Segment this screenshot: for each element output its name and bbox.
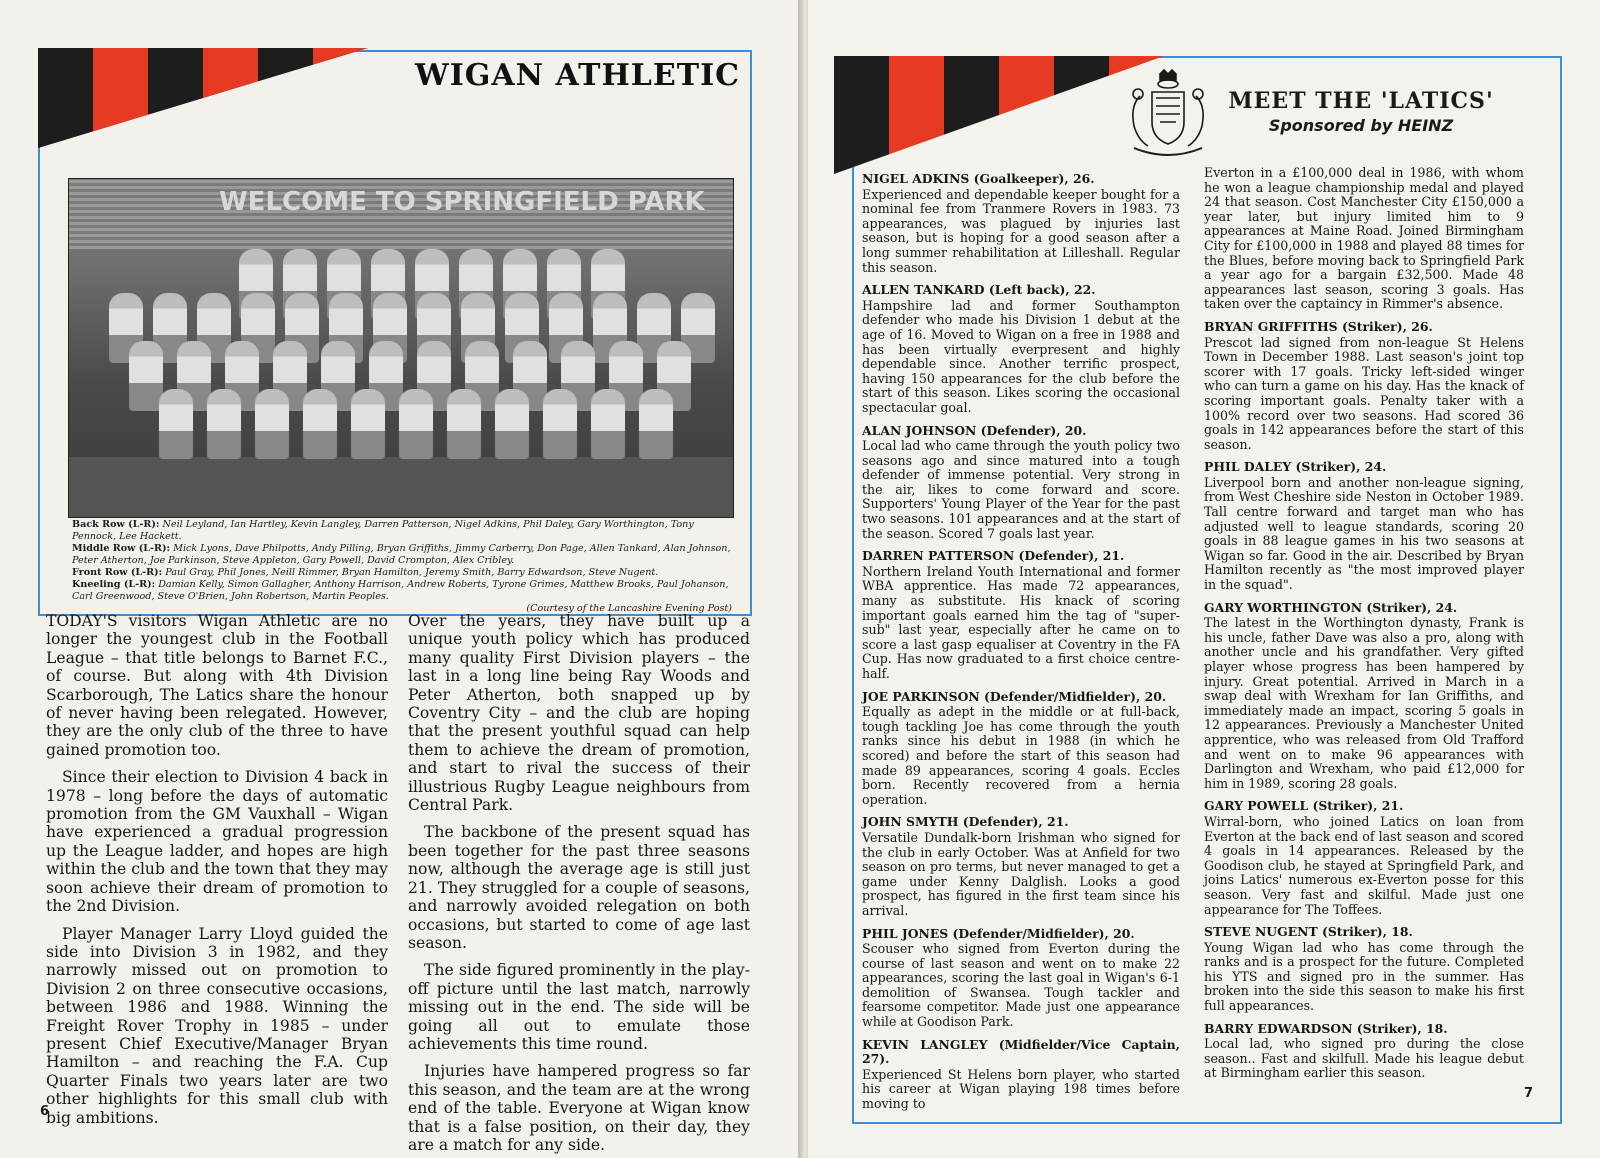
player-text: Hampshire lad and former Southampton defender who made his Division 1 debut at the age of 16. Moved to Wigan on a free in 1988 and has been virtually everpresent and highly dependable since. Another terrific prospect, having 150 appearances for the club before the start of this season. Likes scoring the occasional spectacular goal. bbox=[862, 297, 1180, 415]
paragraph: Player Manager Larry Lloyd guided the side into Division 3 in 1982, and they narrowly missed out on promotion to Division 2 on three consecutive occasions, between 1986 and 1988. Winning the Freight Rover Trophy in 1985 – under present Chief Executive/Manager Bryan Hamilton – and reaching the F.A. Cup Quarter Finals two years later are two other highlights for this small club with big ambitions. bbox=[46, 924, 388, 1127]
player-figure bbox=[495, 389, 529, 459]
player-bio bbox=[1204, 460, 1524, 592]
player-text: Northern Ireland Youth International and former WBA apprentice. Has made 72 appearances, many as substitute. His knack of scoring important goals earned him the tag of "super-sub" last year, especially after he came on to score a last gasp equaliser at Coventry in the FA Cup. Has now graduated to a first choice centre-half. bbox=[862, 563, 1180, 681]
paragraph: The side figured prominently in the play-off picture until the last match, narrowly missing out in the end. The side will be going all out to emulate those achievements this time round. bbox=[408, 961, 750, 1053]
player-text: Versatile Dundalk-born Irishman who signed for the club in early October. Was at Anfield for two season on pro terms, but never managed to get a game under Kenny Dalglish. Looks a good prospect, has figured in the first team since his arrival. bbox=[862, 829, 1180, 918]
bios-title: MEET THE 'LATICS' bbox=[1228, 88, 1494, 114]
page-number: 7 bbox=[1524, 1086, 1534, 1101]
article-column-2 bbox=[408, 612, 750, 1158]
article-title: WIGAN ATHLETIC bbox=[415, 58, 740, 93]
player-figure bbox=[255, 389, 289, 459]
player-text: Wirral-born, who joined Latics on loan from Everton at the back end of last season and scored 4 goals in 14 appearances. Released by the Goodison club, he stayed at Springfield Park, and joins Latics' numerous ex-Everton posse for this season. Very fast and skilful. Made just one appearance for The Toffees. bbox=[1204, 813, 1524, 917]
player-name: KEVIN LANGLEY (Midfielder/Vice Captain, 27). bbox=[862, 1036, 1180, 1067]
player-text: Prescot lad signed from non-league St Helens Town in December 1988. Last season's joint top scorer with 17 goals. Tricky left-sided winger who can turn a game on his day. Has the knack of scoring important goals. Penalty taker with a 100% record over two seasons. Had scored 36 goals in 142 appearances before the start of this season. bbox=[1204, 334, 1524, 452]
photo-credit: (Courtesy of the Lancashire Evening Post) bbox=[526, 603, 732, 614]
player-text: Scouser who signed from Everton during the course of last season and went on to make 22 appearances, scoring the last goal in Wigan's 6-1 demolition of Swansea. Tough tackler and fearsome competitor. Made just one appearance while at Goodison Park. bbox=[862, 941, 1180, 1030]
player-name: ALLEN TANKARD (Left back), 22. bbox=[862, 282, 1096, 298]
player-text: The latest in the Worthington dynasty, Frank is his uncle, father Dave was also a pro, along with another uncle and his grandfather. Very gifted player whose progress has been hampered by injury. Great potential. Arrived in March in a swap deal with Wrexham for Ian Griffiths, and immediately made an impact, scoring 5 goals in 12 appearances. Previously a Manchester United apprentice, who was released from Old Trafford and went on to make 96 appearances with Darlington and Wrexham, who paid £12,000 for him in 1989, scoring 28 goals. bbox=[1204, 615, 1524, 791]
player-bio bbox=[1204, 320, 1524, 452]
player-name: BRYAN GRIFFITHS (Striker), 26. bbox=[1204, 318, 1433, 334]
player-text: Equally as adept in the middle or at full-back, tough tackling Joe has come through the youth ranks since his debut in 1988 (in which he scored) and before the start of this season had made 89 appearances, scoring 4 goals. Eccles born. Recently recovered from a hernia operation. bbox=[862, 704, 1180, 807]
player-bio-continued bbox=[1204, 166, 1524, 312]
player-figure bbox=[303, 389, 337, 459]
paragraph: The backbone of the present squad has been together for the past three seasons now, although the average age is still just 21. They struggled for a couple of seasons, and narrowly avoided relegation on both occasions, but started to come of age last season. bbox=[408, 823, 750, 952]
paragraph: Since their election to Division 4 back in 1978 – long before the days of automatic promotion from the GM Vauxhall – Wigan have experienced a gradual progression up the League ladder, and hopes are high within the club and the town that they may soon achieve their dream of promotion to the 2nd Division. bbox=[46, 768, 388, 916]
player-bio bbox=[862, 283, 1180, 415]
bios-subtitle: Sponsored by HEINZ bbox=[1268, 116, 1454, 135]
player-bio bbox=[862, 1038, 1180, 1112]
player-bio bbox=[1204, 1022, 1524, 1081]
player-figure bbox=[447, 389, 481, 459]
player-text: Everton in a £100,000 deal in 1986, with whom he won a league championship medal and played 24 that season. Cost Manchester City £150,000 a year later, but injury limited him to 9 appearances at Maine Road. Joined Birmingham City for £100,000 in 1988 and played 88 times for the Blues, before moving back to Springfield Park a year ago for a bargain £32,500. Made 48 appearances last season, scoring 3 goals. Has taken over the captaincy in Rimmer's absence. bbox=[1204, 165, 1524, 312]
coat-of-arms-icon bbox=[1120, 68, 1216, 160]
player-name: STEVE NUGENT (Striker), 18. bbox=[1204, 924, 1413, 940]
page-number: 6 bbox=[40, 1104, 50, 1119]
bios-column-2 bbox=[1204, 166, 1524, 1089]
player-bio bbox=[862, 424, 1180, 542]
player-name: DARREN PATTERSON (Defender), 21. bbox=[862, 548, 1125, 564]
bios-column-1 bbox=[862, 172, 1180, 1120]
player-name: GARY WORTHINGTON (Striker), 24. bbox=[1204, 599, 1458, 615]
player-name: BARRY EDWARDSON (Striker), 18. bbox=[1204, 1020, 1448, 1036]
paragraph: Injuries have hampered progress so far this season, and the team are at the wrong end of the table. Everyone at Wigan know that is a false position, on their day, they are a match for any side. bbox=[408, 1062, 750, 1154]
stripe-banner bbox=[834, 56, 1164, 174]
player-figure bbox=[399, 389, 433, 459]
bios-header bbox=[1216, 88, 1506, 135]
player-name: JOE PARKINSON (Defender/Midfielder), 20. bbox=[862, 688, 1167, 704]
player-figure bbox=[639, 389, 673, 459]
player-name: ALAN JOHNSON (Defender), 20. bbox=[862, 422, 1087, 438]
player-text: Local lad who came through the youth policy two seasons ago and since matured into a tough defender of immense potential. Very strong in the air, likes to come forward and score. Supporters' Young Player of the Year for the past two seasons. 101 appearances and at the start of the season. Scored 7 goals last year. bbox=[862, 438, 1180, 541]
player-figure bbox=[591, 389, 625, 459]
caption-front-row: Front Row (L-R): Paul Gray, Phil Jones, Neill Rimmer, Bryan Hamilton, Jeremy Smith, Barry Edwardson, Steve Nugent. bbox=[72, 567, 659, 578]
paragraph: Over the years, they have built up a unique youth policy which has produced many quality First Division players – the last in a long line being Ray Woods and Peter Atherton, both snapped up by Coventry City – and the club are hoping that the present youthful squad can help them to achieve the dream of promotion, and start to rival the success of their illustrious Rugby League neighbours from Central Park. bbox=[408, 612, 750, 815]
caption-back-row: Back Row (L-R): Neil Leyland, Ian Hartley, Kevin Langley, Darren Patterson, Nigel Adkins, Phil Daley, Gary Worthington, Tony Pennock, Lee Hackett. bbox=[72, 519, 694, 542]
player-name: GARY POWELL (Striker), 21. bbox=[1204, 798, 1404, 814]
player-bio bbox=[862, 690, 1180, 808]
article-column-1 bbox=[46, 612, 388, 1136]
player-text: Young Wigan lad who has come through the ranks and is a prospect for the future. Completed his YTS and signed pro in the summer. Has broken into the side this season to make his first full appearances. bbox=[1204, 939, 1524, 1014]
player-bio bbox=[862, 927, 1180, 1030]
player-text: Liverpool born and another non-league signing, from West Cheshire side Neston in October 1989. Tall centre forward and target man who has adjusted well to league standards, scoring 20 goals in 88 league games in his two seasons at Wigan so far. Good in the air. Described by Bryan Hamilton recently as "the most improved player in the squad". bbox=[1204, 474, 1524, 593]
team-photo bbox=[68, 178, 734, 518]
player-bio bbox=[1204, 799, 1524, 917]
player-text: Local lad, who signed pro during the close season.. Fast and skilfull. Made his league debut at Birmingham earlier this season. bbox=[1204, 1036, 1524, 1081]
player-bio bbox=[862, 172, 1180, 275]
stripe-banner bbox=[38, 48, 368, 148]
paragraph: TODAY'S visitors Wigan Athletic are no longer the youngest club in the Football League – that title belongs to Barnet F.C., of course. But along with 4th Division Scarborough, The Latics share the honour of never having been relegated. However, they are the only club of the three to have gained promotion too. bbox=[46, 612, 388, 759]
player-name: PHIL DALEY (Striker), 24. bbox=[1204, 459, 1387, 475]
pitch bbox=[69, 457, 733, 517]
player-text: Experienced St Helens born player, who started his career at Wigan playing 198 times before moving to bbox=[862, 1066, 1180, 1112]
player-bio bbox=[1204, 601, 1524, 792]
player-bio bbox=[1204, 925, 1524, 1014]
player-name: JOHN SMYTH (Defender), 21. bbox=[862, 814, 1069, 830]
caption-middle-row: Middle Row (L-R): Mick Lyons, Dave Philpotts, Andy Pilling, Bryan Griffiths, Jimmy Carberry, Don Page, Allen Tankard, Alan Johnson, Peter Atherton, Joe Parkinson, Steve Appleton, Gary Powell, David Crompton, Alex Cribley. bbox=[72, 543, 731, 566]
player-figure bbox=[207, 389, 241, 459]
player-bio bbox=[862, 549, 1180, 681]
player-figure bbox=[543, 389, 577, 459]
player-figure bbox=[129, 341, 163, 411]
photo-caption bbox=[72, 519, 732, 615]
player-bio bbox=[862, 815, 1180, 918]
player-name: PHIL JONES (Defender/Midfielder), 20. bbox=[862, 925, 1135, 941]
player-name: NIGEL ADKINS (Goalkeeper), 26. bbox=[862, 171, 1095, 186]
player-figure bbox=[351, 389, 385, 459]
caption-kneeling-row: Kneeling (L-R): Damian Kelly, Simon Gallagher, Anthony Harrison, Andrew Roberts, Tyrone Grimes, Matthew Brooks, Paul Johanson, Carl Greenwood, Steve O'Brien, John Robertson, Martin Peoples. bbox=[72, 579, 729, 602]
squad-group bbox=[89, 249, 719, 459]
player-text: Experienced and dependable keeper bought for a nominal fee from Tranmere Rovers in 1983. 73 appearances, was plagued by injuries last season, but is hoping for a good season after a long summer rehabilitation at Lilleshall. Regular this season. bbox=[862, 186, 1180, 275]
stadium-banner: WELCOME TO SPRINGFIELD PARK bbox=[219, 187, 705, 217]
player-figure bbox=[159, 389, 193, 459]
